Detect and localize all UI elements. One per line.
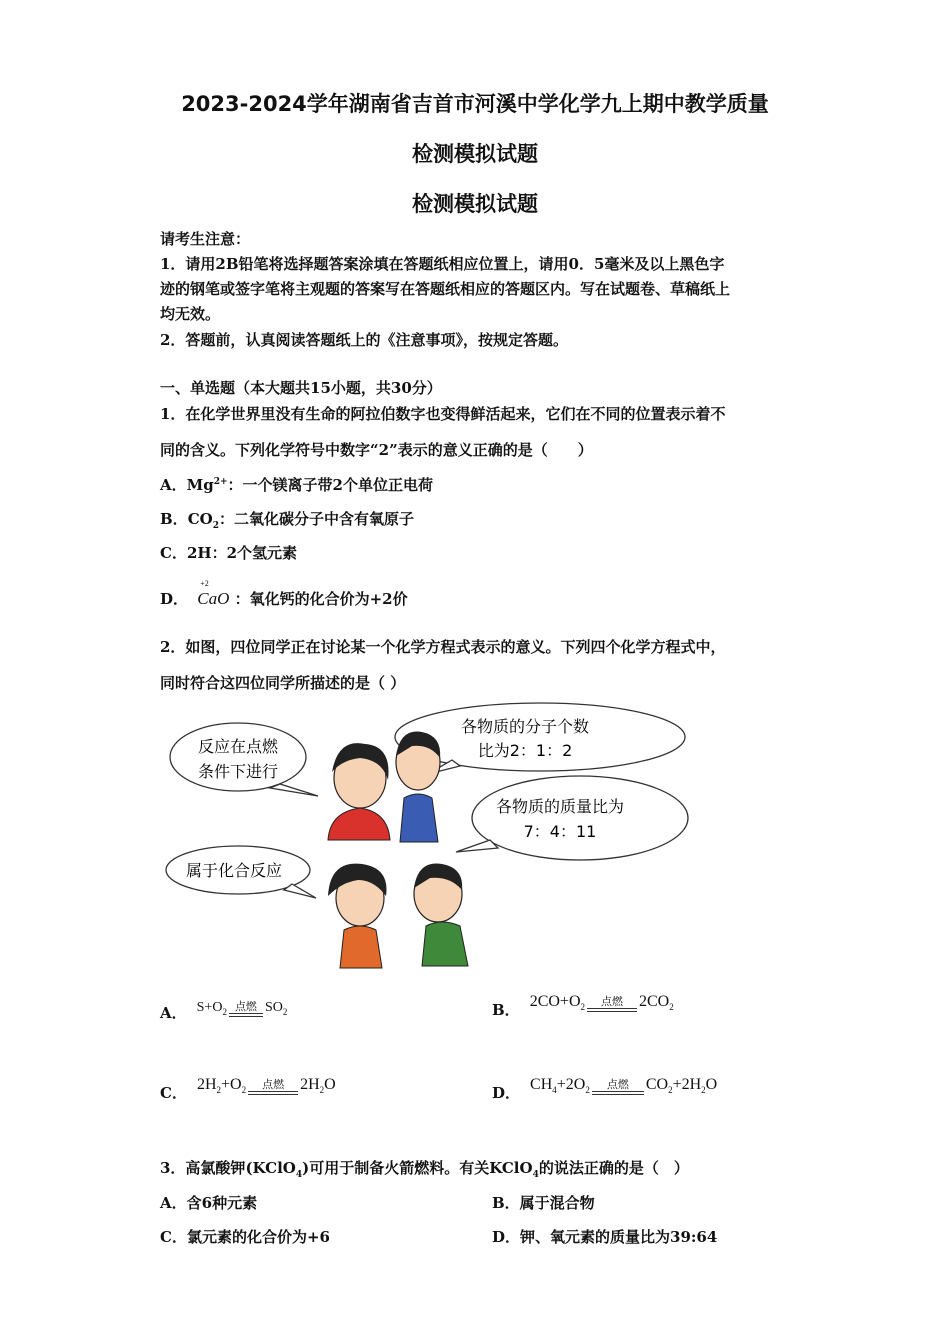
bubble3-line2: 7：4：11 bbox=[523, 822, 597, 841]
q3-option-b: B．属于混合物 bbox=[492, 1194, 595, 1212]
q2-stem-line-a: 2．如图，四位同学正在讨论某一个化学方程式表示的意义。下列四个化学方程式中， bbox=[160, 638, 726, 656]
q3-stem: 3．高氯酸钾(KClO$_4$)可用于制备火箭燃料。有关KClO$_4$的说法正确的是（ ） bbox=[160, 1159, 689, 1180]
q2-option-d: D． $CH_4+2O_2$ 点燃 $CO_2+2H_2O$ bbox=[492, 1076, 718, 1103]
bubble2-line1: 各物质的分子个数 bbox=[460, 717, 590, 736]
q1-stem-line-a: 1．在化学世界里没有生命的阿拉伯数字也变得鲜活起来，它们在不同的位置表示着不 bbox=[160, 405, 726, 423]
q1-stem-line-b: 同的含义。下列化学符号中数字“2”表示的意义正确的是（ ） bbox=[160, 441, 593, 459]
notice-item1-line-b: 迹的钢笔或签字笔将主观题的答案写在答题纸相应的答题区内。写在试题卷、草稿纸上 bbox=[160, 280, 731, 298]
notice-item1-line-c: 均无效。 bbox=[160, 305, 221, 323]
page-title-line2: 检测模拟试题 bbox=[412, 142, 538, 166]
speech-bubble-mass-ratio bbox=[456, 776, 688, 860]
bubble1-line1: 反应在点燃 bbox=[197, 737, 279, 756]
q2-option-b: B． $2CO+O_2$ 点燃 $2CO_2$ bbox=[492, 993, 674, 1020]
bubble4-text: 属于化合反应 bbox=[185, 861, 283, 880]
page-title-line3: 检测模拟试题 bbox=[412, 192, 538, 216]
bubble3-line1: 各物质的质量比为 bbox=[495, 797, 625, 816]
q2-stem-line-b: 同时符合这四位同学所描述的是（ ） bbox=[160, 674, 406, 692]
q3-option-a: A．含6种元素 bbox=[160, 1194, 258, 1212]
notice-item1-line-a: 1．请用2B铅笔将选择题答案涂填在答题纸相应位置上，请用0．5毫米及以上黑色字 bbox=[160, 255, 725, 273]
bubble2-line2: 比为2：1：2 bbox=[477, 741, 573, 760]
q2-option-a: A． $S+O_2$ 点燃 $SO_2$ bbox=[160, 999, 288, 1022]
q1-option-d: D． +2 CaO ：氧化钙的化合价为+2价 bbox=[160, 579, 408, 608]
section-heading: 一、单选题（本大题共15小题，共30分） bbox=[160, 379, 442, 397]
students-discussion-illustration bbox=[160, 700, 700, 975]
q2-option-c: C． $2H_2+O_2$ 点燃 $2H_2O$ bbox=[160, 1076, 336, 1103]
student-girl-red bbox=[328, 743, 390, 840]
notice-item2: 2．答题前，认真阅读答题纸上的《注意事项》，按规定答题。 bbox=[160, 331, 568, 349]
q3-option-d: D．钾、氧元素的质量比为39:64 bbox=[492, 1228, 718, 1246]
notice-heading: 请考生注意： bbox=[160, 230, 251, 248]
q1-option-b: B．$CO_2$：二氧化碳分子中含有氧原子 bbox=[160, 510, 414, 531]
q1-option-a: A．$Mg^{2+}$：一个镁离子带2个单位正电荷 bbox=[160, 476, 433, 494]
page-title-line1: 2023-2024学年湖南省吉首市河溪中学化学九上期中教学质量 bbox=[181, 92, 769, 116]
q3-option-c: C．氯元素的化合价为+6 bbox=[160, 1228, 330, 1246]
q1-option-c: C．2H：2个氢元素 bbox=[160, 544, 298, 562]
bubble1-line2: 条件下进行 bbox=[197, 762, 279, 781]
speech-bubble-combination bbox=[166, 846, 316, 898]
student-girl-orange bbox=[328, 864, 387, 968]
student-boy-blue bbox=[396, 732, 440, 843]
student-boy-green bbox=[414, 864, 468, 967]
valence-mark: +2 bbox=[200, 579, 209, 588]
speech-bubble-ignition bbox=[170, 723, 318, 796]
